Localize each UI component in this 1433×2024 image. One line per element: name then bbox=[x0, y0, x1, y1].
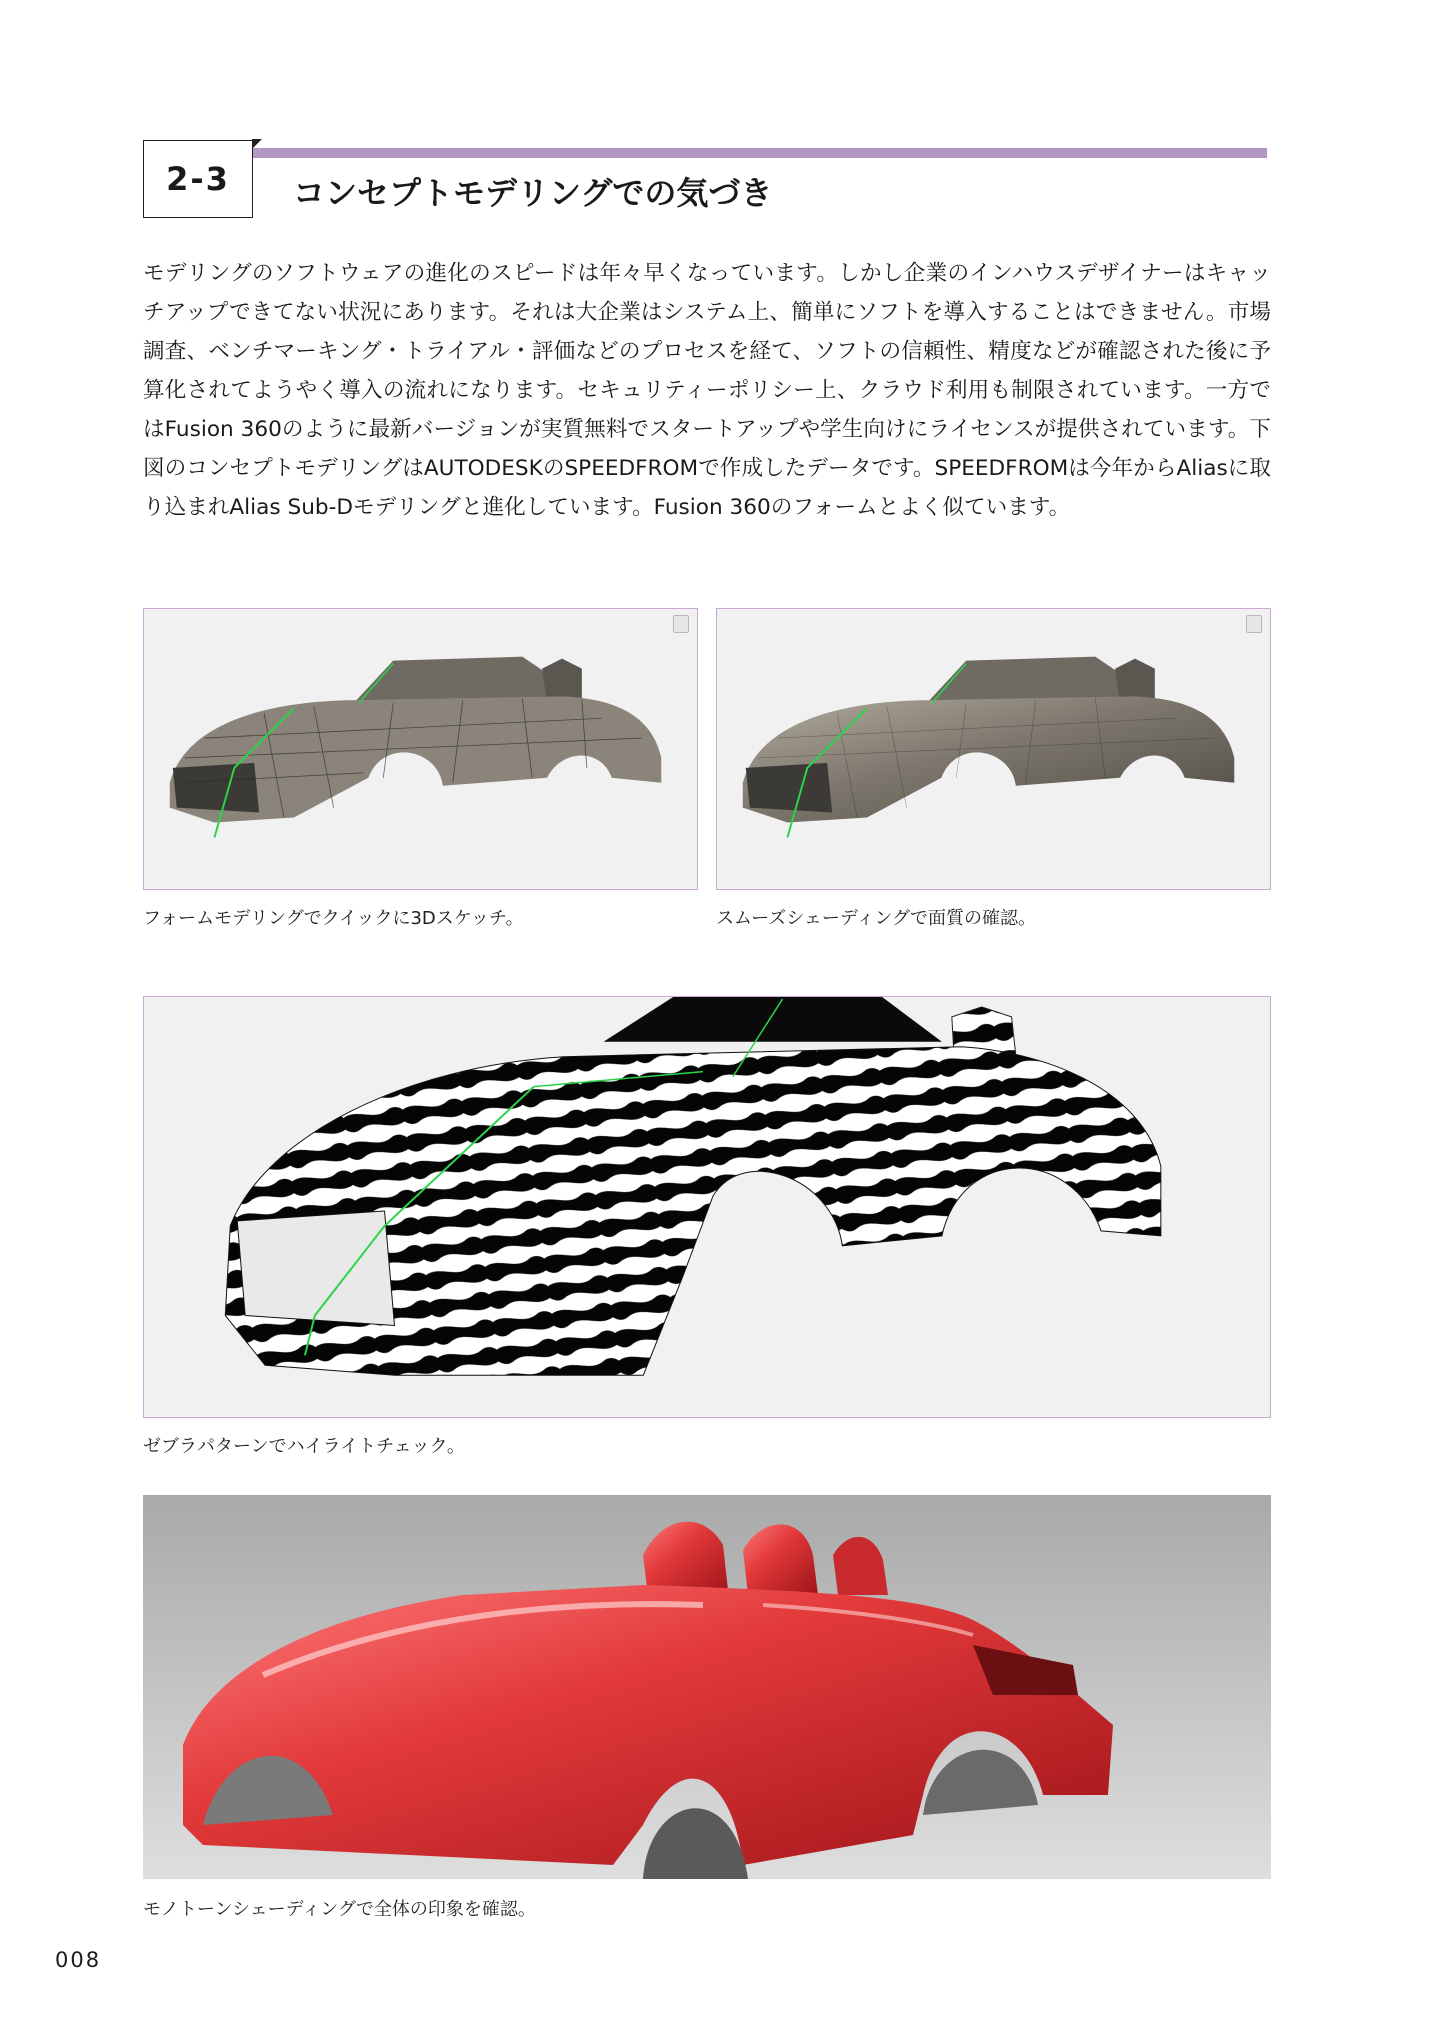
figure-smooth-shading bbox=[716, 608, 1271, 890]
figure-monotone-shading bbox=[143, 1495, 1271, 1879]
gray-car-wireframe-image bbox=[144, 609, 697, 889]
caption-form-modeling: フォームモデリングでクイックに3Dスケッチ。 bbox=[143, 908, 524, 929]
page-number: 008 bbox=[55, 1948, 102, 1972]
red-car-render-image bbox=[143, 1495, 1271, 1879]
zebra-car-image bbox=[144, 997, 1270, 1417]
body-paragraph: モデリングのソフトウェアの進化のスピードは年々早くなっています。しかし企業のインハウスデザイナーはキャッチアップできてない状況にあります。それは大企業はシステム上、簡単にソフトを導入することはできません。市場調査、ベンチマーキング・トライアル・評価などのプロセスを経て、ソフトの信頼性、精度などが確認された後に予算化されてようやく導入の流れになります。セキュリティーポリシー上、クラウド利用も制限されています。一方ではFusion 360のように最新バージョンが実質無料でスタートアップや学生向けにライセンスが提供されています。下図のコンセプトモデリングはAUTODESKのSPEEDFROMで作成したデータです。SPEEDFROMは今年からAliasに取り込まれAlias Sub-Dモデリングと進化しています。Fusion 360のフォームとよく似ています。 bbox=[143, 261, 1271, 520]
section-title-bar bbox=[253, 148, 1267, 158]
panel-menu-icon bbox=[673, 615, 689, 633]
section-number: 2-3 bbox=[166, 160, 230, 198]
section-title: コンセプトモデリングでの気づき bbox=[293, 174, 773, 212]
caption-smooth-shading: スムーズシェーディングで面質の確認。 bbox=[716, 908, 1037, 929]
caption-monotone-shading: モノトーンシェーディングで全体の印象を確認。 bbox=[143, 1899, 536, 1920]
caption-zebra-pattern: ゼブラパターンでハイライトチェック。 bbox=[143, 1436, 465, 1457]
panel-menu-icon bbox=[1246, 615, 1262, 633]
figure-zebra-pattern bbox=[143, 996, 1271, 1418]
gray-car-smooth-image bbox=[717, 609, 1270, 889]
section-number-box bbox=[143, 140, 253, 218]
figure-form-modeling bbox=[143, 608, 698, 890]
